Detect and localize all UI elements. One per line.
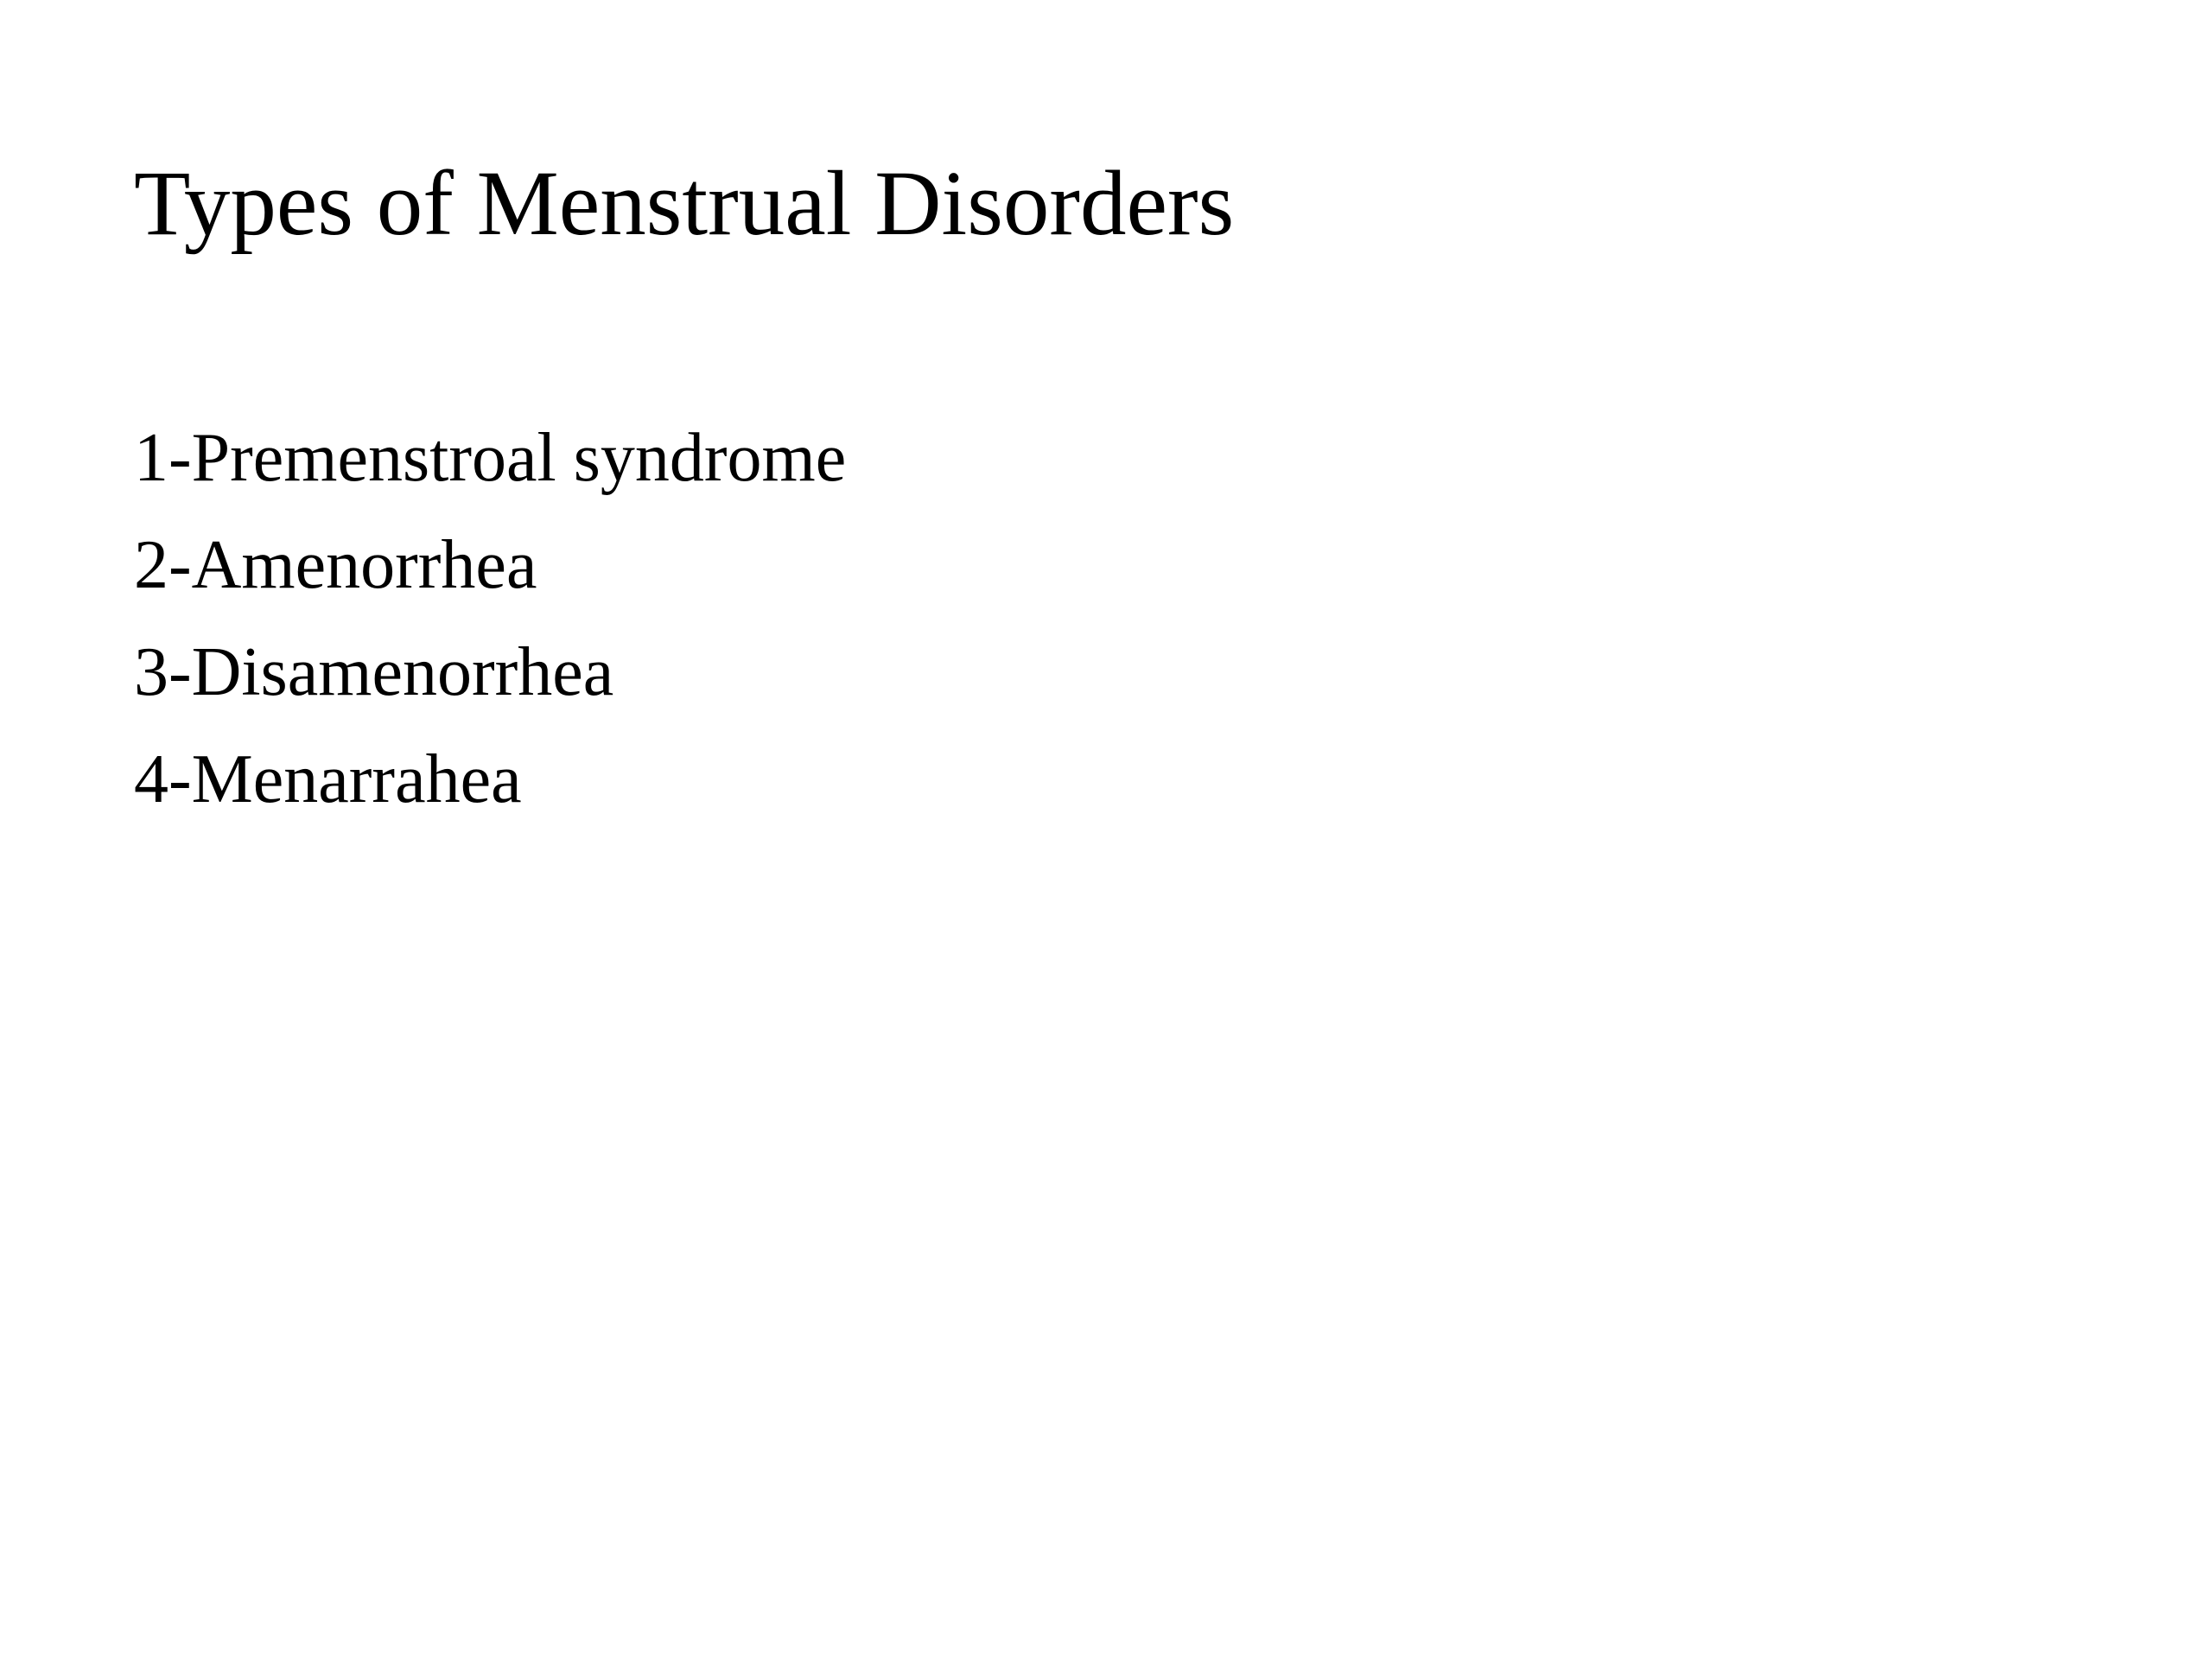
list-item: 4-Menarrahea bbox=[134, 741, 522, 817]
list-item: 2-Amenorrhea bbox=[134, 527, 537, 603]
list-item: 1-Premenstroal syndrome bbox=[134, 420, 847, 496]
disorder-list bbox=[134, 404, 846, 833]
list-item: 3-Disamenorrhea bbox=[134, 634, 614, 710]
slide-title: Types of Menstrual Disorders bbox=[134, 153, 1235, 255]
